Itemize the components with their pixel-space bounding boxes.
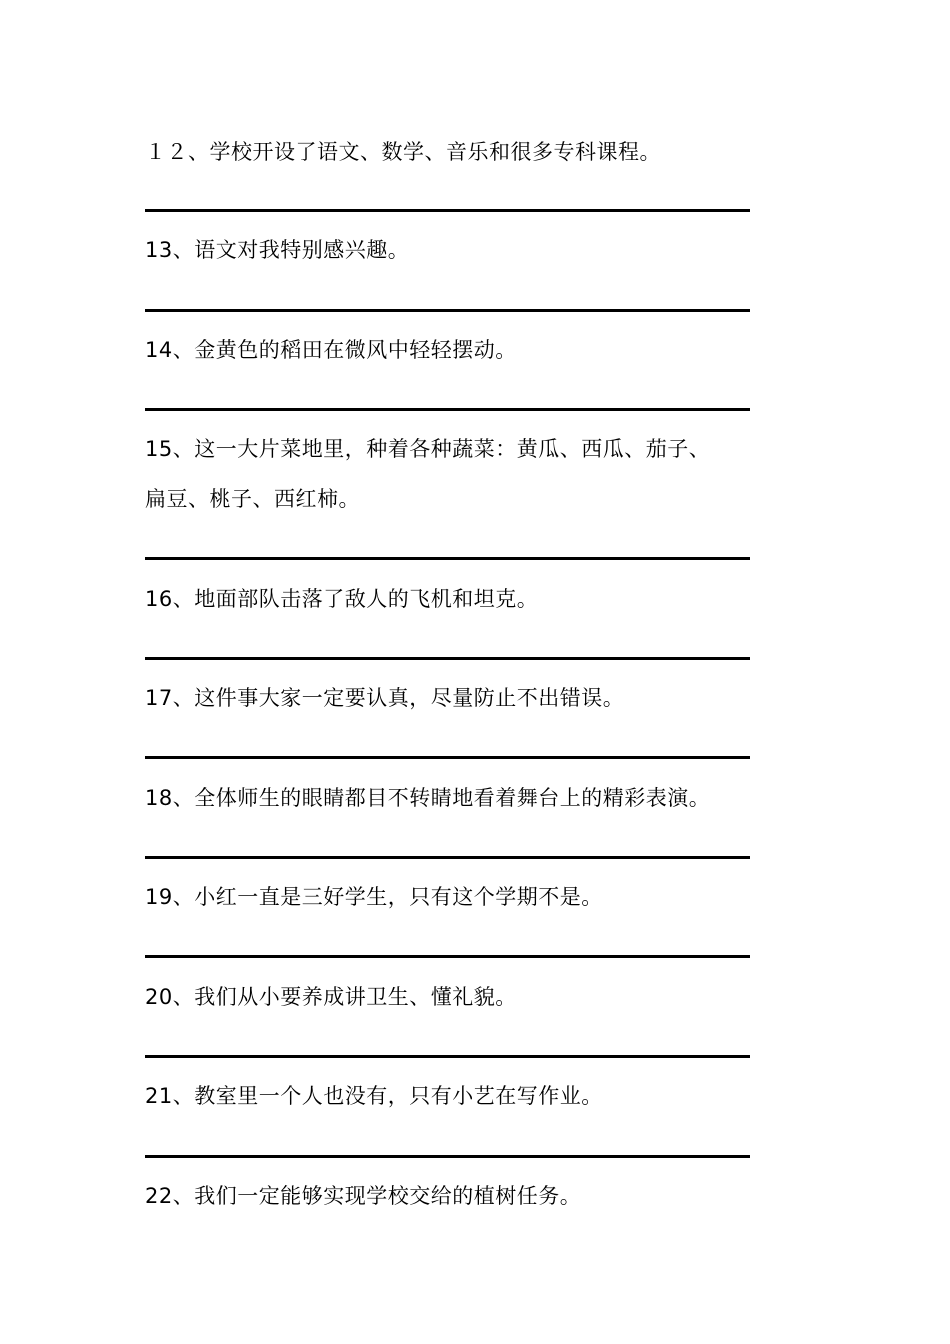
sentence-13: 13、语文对我特别感兴趣。 — [145, 238, 410, 262]
answer-line-14[interactable] — [145, 408, 750, 411]
answer-line-15[interactable] — [145, 557, 750, 560]
sentence-14: 14、金黄色的稻田在微风中轻轻摆动。 — [145, 338, 517, 362]
sentence-20: 20、我们从小要养成讲卫生、懂礼貌。 — [145, 985, 517, 1009]
answer-line-16[interactable] — [145, 657, 750, 660]
answer-line-17[interactable] — [145, 756, 750, 759]
answer-line-21[interactable] — [145, 1155, 750, 1158]
answer-line-12[interactable] — [145, 209, 750, 212]
sentence-21: 21、教室里一个人也没有，只有小艺在写作业。 — [145, 1084, 603, 1108]
sentence-22: 22、我们一定能够实现学校交给的植树任务。 — [145, 1184, 582, 1208]
answer-line-18[interactable] — [145, 856, 750, 859]
sentence-15: 15、这一大片菜地里，种着各种蔬菜：黄瓜、西瓜、茄子、 — [145, 437, 711, 461]
sentence-18: 18、全体师生的眼睛都目不转睛地看着舞台上的精彩表演。 — [145, 786, 711, 810]
answer-line-19[interactable] — [145, 955, 750, 958]
sentence-16: 16、地面部队击落了敌人的飞机和坦克。 — [145, 587, 539, 611]
answer-line-13[interactable] — [145, 309, 750, 312]
sentence-19: 19、小红一直是三好学生，只有这个学期不是。 — [145, 885, 603, 909]
sentence-12: １２、学校开设了语文、数学、音乐和很多专科课程。 — [145, 140, 661, 164]
answer-line-20[interactable] — [145, 1055, 750, 1058]
sentence-17: 17、这件事大家一定要认真，尽量防止不出错误。 — [145, 686, 625, 710]
sentence-15-continued: 扁豆、桃子、西红柿。 — [145, 487, 360, 511]
